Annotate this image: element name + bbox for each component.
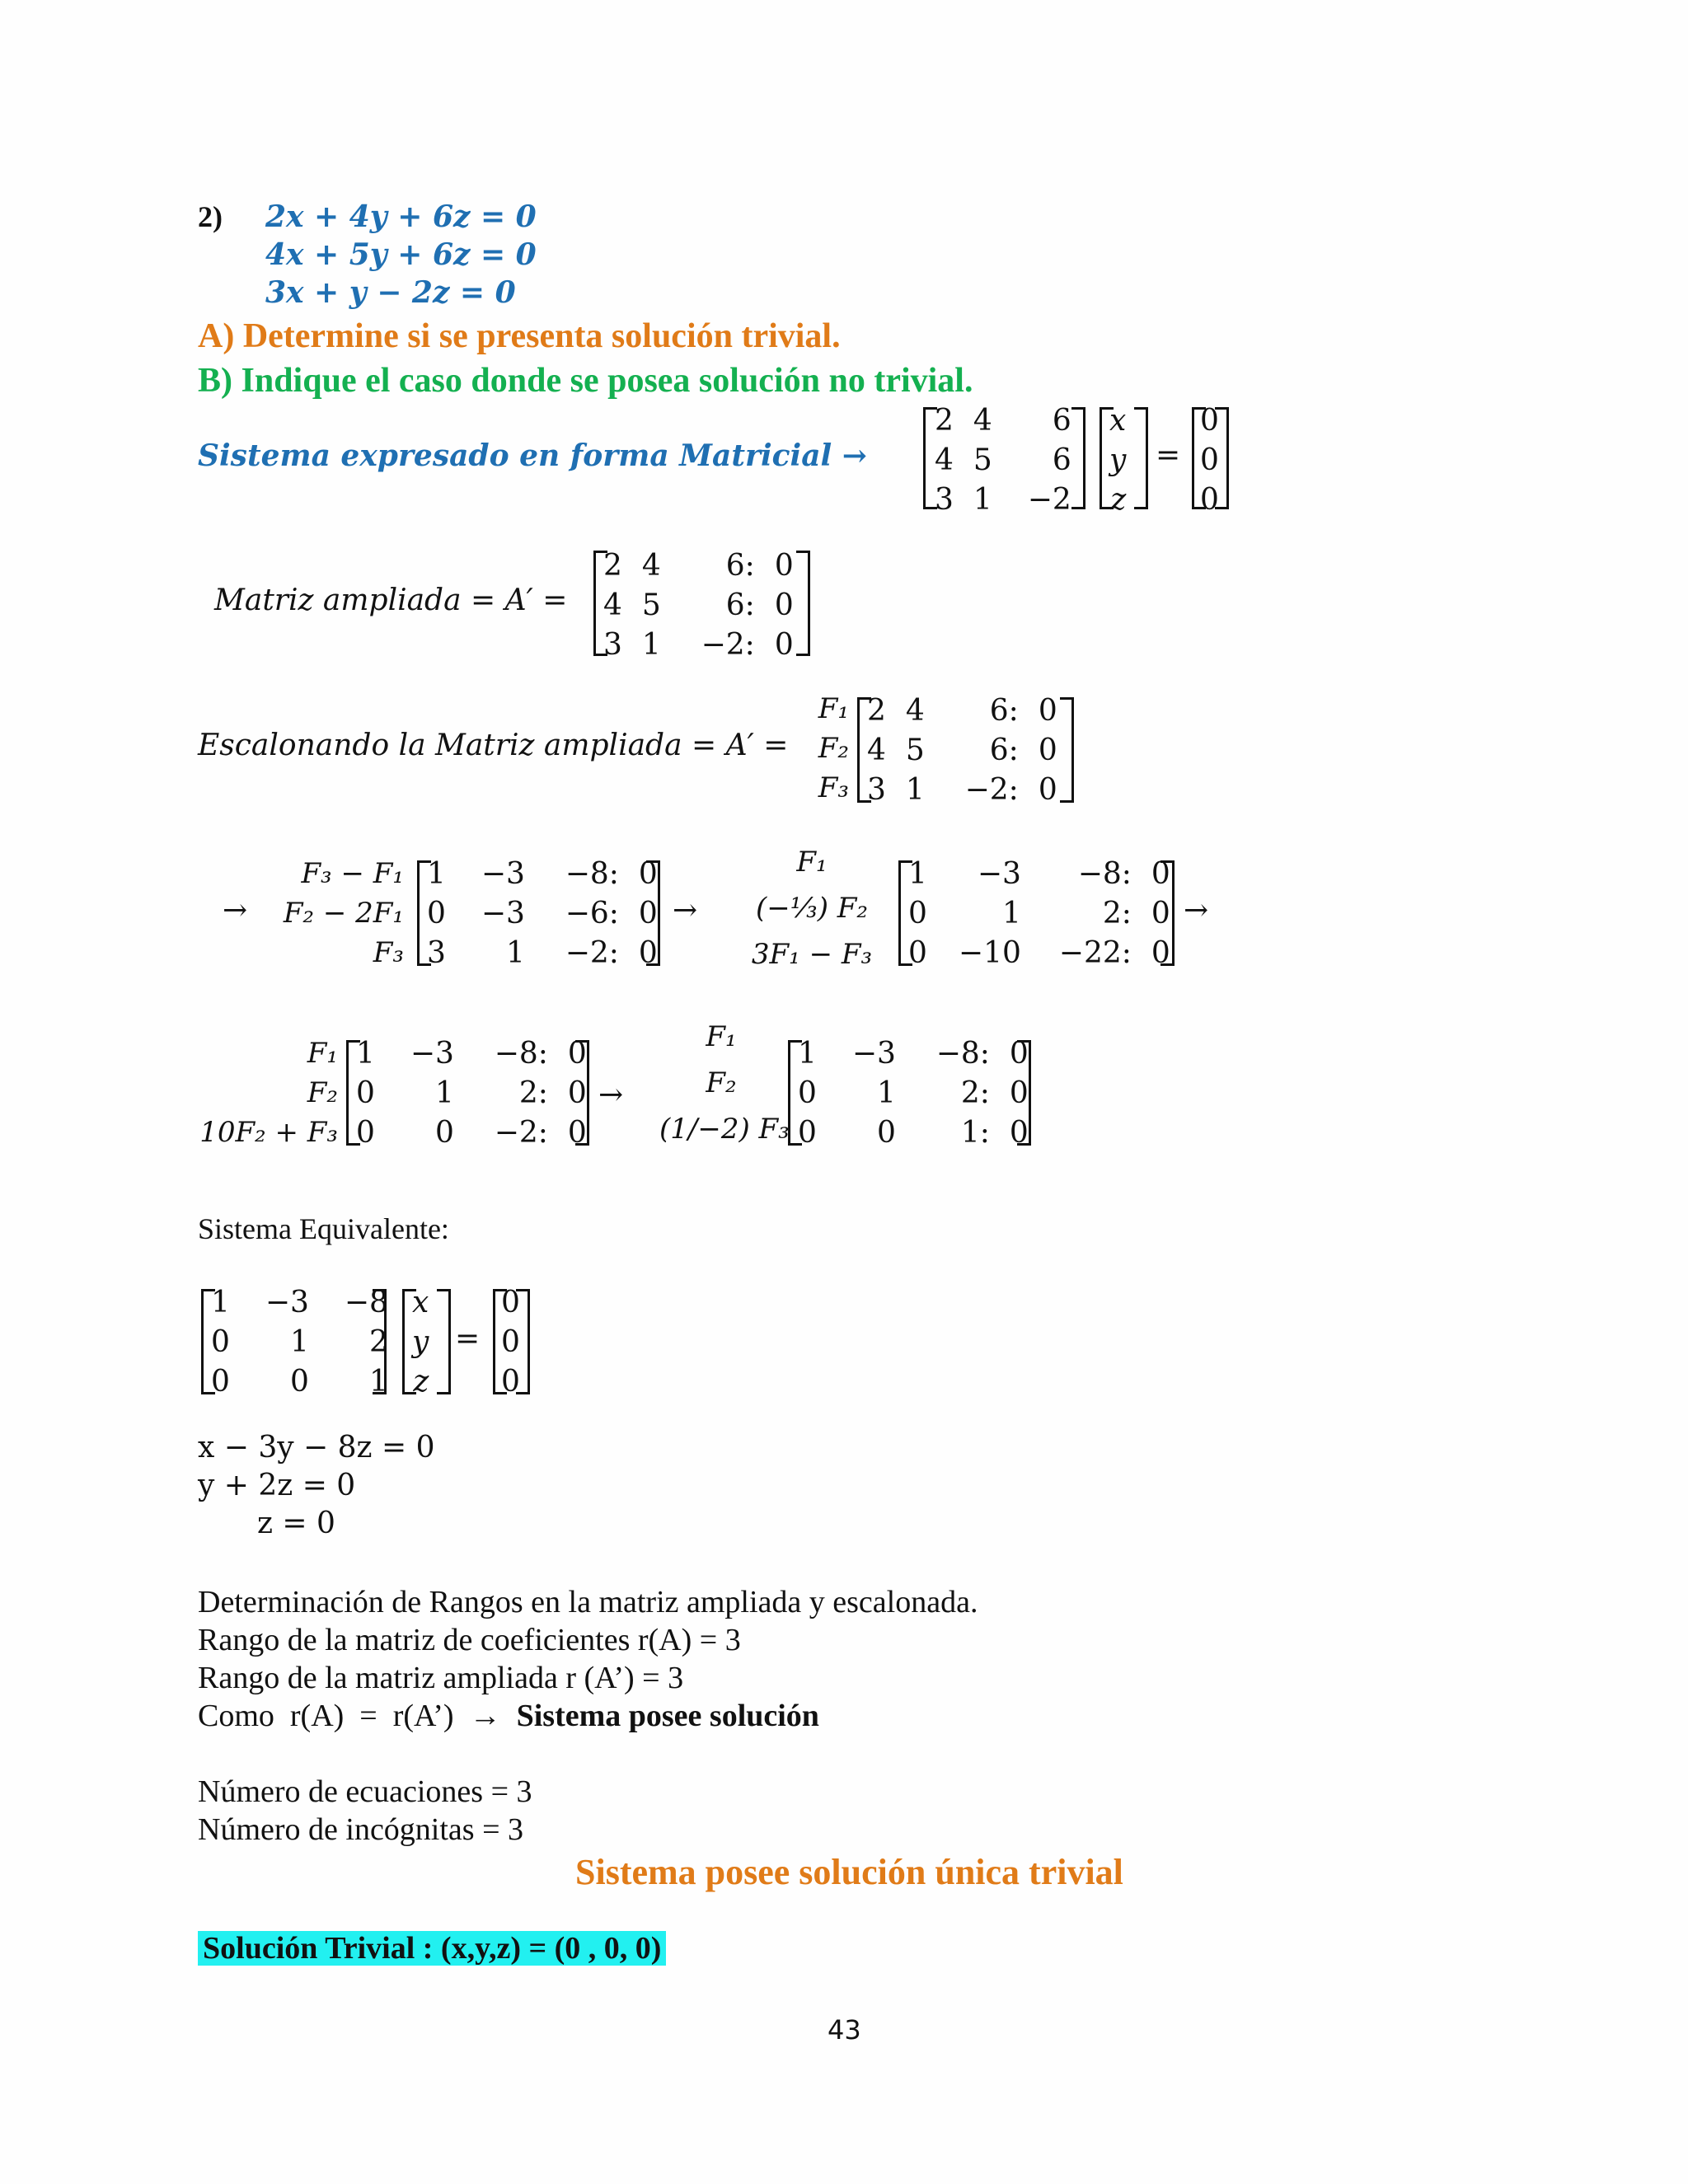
arrow: → xyxy=(673,893,698,927)
cell: 0 xyxy=(501,1364,520,1399)
step1-matrix xyxy=(857,691,1067,809)
cell: 6: xyxy=(725,548,755,583)
ranks-line-4-prefix: Como r(A) = r(A’) → xyxy=(198,1699,517,1733)
cell: 0 xyxy=(1200,482,1219,517)
cell: 0 xyxy=(774,588,794,622)
equivalent-coef-matrix xyxy=(201,1282,398,1401)
equivalent-eq-1: x − 3y − 8z = 0 xyxy=(198,1431,435,1465)
cell: z xyxy=(413,1364,429,1399)
cell: 0 xyxy=(638,856,658,891)
cell: 4 xyxy=(867,733,886,767)
arrow: → xyxy=(1184,893,1209,927)
cell: 0 xyxy=(567,1115,587,1150)
cell: 1 xyxy=(877,1076,896,1110)
cell: 0 xyxy=(427,896,446,930)
cell: −8: xyxy=(935,1036,990,1071)
step1-bracket-right xyxy=(1060,697,1074,803)
cell: −3 xyxy=(851,1036,896,1071)
cell: −10 xyxy=(958,935,1021,970)
cell: −3 xyxy=(481,856,525,891)
step5-bracket-right xyxy=(1017,1040,1031,1146)
cell: 0 xyxy=(290,1364,309,1399)
equation-2: 4x + 5y + 6z = 0 xyxy=(265,237,537,272)
ranks-line-3: Rango de la matriz ampliada r (A’) = 3 xyxy=(198,1661,684,1695)
question-b: B) Indique el caso donde se posea solución no trivial. xyxy=(198,362,973,400)
cell: 0 xyxy=(356,1076,375,1110)
cell: 6: xyxy=(989,693,1019,728)
rhs-bracket-right xyxy=(1215,407,1229,509)
cell: 1 xyxy=(1002,896,1021,930)
cell: −2: xyxy=(565,935,619,970)
step5-matrix xyxy=(788,1033,1039,1152)
cell: 0 xyxy=(1200,443,1219,477)
aug-bracket-right xyxy=(796,551,810,656)
op: F₃ xyxy=(373,936,404,969)
op: 10F₂ + F₃ xyxy=(199,1116,338,1149)
cell: 2 xyxy=(935,403,954,438)
cell: 3 xyxy=(603,627,622,662)
cell: −3 xyxy=(410,1036,454,1071)
cell: 3 xyxy=(935,482,954,517)
op: 3F₁ − F₃ xyxy=(751,938,873,971)
cell: 0 xyxy=(1009,1076,1029,1110)
op: F₁ xyxy=(796,846,828,879)
cell: 0 xyxy=(501,1285,520,1319)
ranks-line-1: Determinación de Rangos en la matriz ampliada y escalonada. xyxy=(198,1585,978,1619)
cell: 4 xyxy=(603,588,622,622)
cell: 1 xyxy=(641,627,661,662)
step3-matrix xyxy=(898,854,1180,972)
cell: z xyxy=(1110,482,1127,517)
op: F₃ xyxy=(818,771,849,804)
op: F₂ xyxy=(706,1066,737,1099)
equivalent-eq-2: y + 2z = 0 xyxy=(198,1469,356,1502)
cell: −3 xyxy=(977,856,1021,891)
cell: 4 xyxy=(935,443,954,477)
cell: 0 xyxy=(567,1036,587,1071)
equals-sign: = xyxy=(455,1322,481,1356)
cell: 0 xyxy=(638,896,658,930)
op: F₂ − 2F₁ xyxy=(283,897,404,930)
count-unknowns: Número de incógnitas = 3 xyxy=(198,1812,524,1847)
eq-coef-bracket-right xyxy=(373,1289,387,1394)
cell: 0 xyxy=(1038,693,1057,728)
cell: 0 xyxy=(877,1115,896,1150)
cell: 1 xyxy=(369,1364,388,1399)
question-a: A) Determine si se presenta solución trivial. xyxy=(198,317,841,355)
cell: 0 xyxy=(211,1364,230,1399)
cell: 0 xyxy=(908,935,927,970)
op: F₁ xyxy=(706,1020,737,1053)
equivalent-vars-vector xyxy=(402,1282,438,1401)
cell: 1 xyxy=(973,482,992,517)
cell: 2 xyxy=(867,693,886,728)
op: F₂ xyxy=(818,732,849,765)
conclusion: Sistema posee solución única trivial xyxy=(575,1852,1123,1892)
cell: 5 xyxy=(905,733,925,767)
step4-ops xyxy=(190,1033,338,1152)
cell: 1 xyxy=(506,935,525,970)
cell: y xyxy=(1109,443,1127,477)
op: F₃ − F₁ xyxy=(301,857,404,890)
cell: 2 xyxy=(603,548,622,583)
step5-ops xyxy=(659,1014,790,1152)
cell: 0 xyxy=(638,935,658,970)
cell: 0 xyxy=(1200,403,1219,438)
op: F₁ xyxy=(307,1037,338,1070)
op: (−⅓) F₂ xyxy=(756,892,868,925)
coef-matrix xyxy=(925,401,1081,519)
ranks-line-4 xyxy=(198,1698,819,1734)
cell: 0 xyxy=(1009,1036,1029,1071)
step2-matrix xyxy=(417,854,668,972)
cell: 5 xyxy=(973,443,992,477)
cell: 6: xyxy=(725,588,755,622)
cell: 6: xyxy=(989,733,1019,767)
cell: 0 xyxy=(1009,1115,1029,1150)
cell: 0 xyxy=(211,1324,230,1359)
count-equations: Número de ecuaciones = 3 xyxy=(198,1774,532,1809)
cell: −2: xyxy=(701,627,755,662)
ranks-line-2: Rango de la matriz de coeficientes r(A) = 3 xyxy=(198,1623,741,1657)
equivalent-label: Sistema Equivalente: xyxy=(198,1212,449,1245)
cell: 2: xyxy=(1102,896,1132,930)
equation-1: 2x + 4y + 6z = 0 xyxy=(265,199,537,234)
cell: 0 xyxy=(798,1115,817,1150)
cell: 0 xyxy=(1151,856,1170,891)
cell: 2: xyxy=(960,1076,990,1110)
cell: −2: xyxy=(964,772,1019,807)
cell: −2: xyxy=(494,1115,548,1150)
cell: 1 xyxy=(798,1036,817,1071)
cell: −8: xyxy=(1077,856,1132,891)
cell: 4 xyxy=(905,693,925,728)
cell: x xyxy=(1109,403,1127,438)
step1-label: Escalonando la Matriz ampliada = A′ = xyxy=(198,729,789,762)
cell: 1 xyxy=(908,856,927,891)
solution-text: Solución Trivial : (x,y,z) = (0 , 0, 0) xyxy=(198,1931,666,1966)
cell: 1 xyxy=(905,772,925,807)
page-number: 43 xyxy=(828,2014,861,2046)
cell: 0 xyxy=(1151,896,1170,930)
equivalent-eq-3: z = 0 xyxy=(257,1507,335,1540)
step4-bracket-right xyxy=(575,1040,589,1146)
vars-bracket-right xyxy=(1134,407,1148,509)
eq-rhs-bracket-right xyxy=(516,1289,530,1394)
cell: x xyxy=(412,1285,429,1319)
cell: 1 xyxy=(356,1036,375,1071)
cell: 6 xyxy=(1052,403,1071,438)
cell: 1 xyxy=(427,856,446,891)
arrow: → xyxy=(223,893,248,927)
cell: 0 xyxy=(567,1076,587,1110)
eq-vars-bracket-right xyxy=(437,1289,451,1394)
step3-ops xyxy=(750,839,874,977)
cell: 0 xyxy=(1038,772,1057,807)
solution-box xyxy=(198,1930,666,1966)
cell: −22: xyxy=(1058,935,1132,970)
cell: −6: xyxy=(565,896,619,930)
op: F₁ xyxy=(818,692,849,725)
cell: 1 xyxy=(435,1076,454,1110)
augmented-matrix xyxy=(593,546,804,664)
step2-ops xyxy=(272,854,404,972)
cell: 3 xyxy=(427,935,446,970)
cell: 4 xyxy=(641,548,661,583)
cell: 0 xyxy=(1038,733,1057,767)
cell: 0 xyxy=(356,1115,375,1150)
cell: 2: xyxy=(518,1076,548,1110)
op: F₂ xyxy=(307,1076,338,1109)
cell: 0 xyxy=(774,627,794,662)
cell: 2 xyxy=(369,1324,388,1359)
cell: 0 xyxy=(435,1115,454,1150)
matrix-form-label: Sistema expresado en forma Matricial → xyxy=(198,438,867,473)
equation-3: 3x + y − 2z = 0 xyxy=(265,275,516,310)
cell: 1 xyxy=(211,1285,230,1319)
cell: 0 xyxy=(774,548,794,583)
cell: 3 xyxy=(867,772,886,807)
cell: −8 xyxy=(344,1285,388,1319)
equals-sign: = xyxy=(1156,438,1181,472)
cell: 0 xyxy=(908,896,927,930)
op: (1/−2) F₃ xyxy=(659,1113,790,1146)
step2-bracket-right xyxy=(646,860,660,966)
vars-vector xyxy=(1100,401,1136,519)
cell: y xyxy=(412,1324,429,1359)
cell: −3 xyxy=(265,1285,309,1319)
cell: 0 xyxy=(1151,935,1170,970)
cell: 0 xyxy=(798,1076,817,1110)
augmented-label: Matriz ampliada = A′ = xyxy=(214,583,568,617)
cell: 1: xyxy=(960,1115,990,1150)
cell: 0 xyxy=(501,1324,520,1359)
cell: 6 xyxy=(1052,443,1071,477)
step3-bracket-right xyxy=(1160,860,1175,966)
cell: 5 xyxy=(641,588,661,622)
cell: −3 xyxy=(481,896,525,930)
cell: 1 xyxy=(290,1324,309,1359)
problem-number: 2) xyxy=(198,200,223,233)
arrow: → xyxy=(598,1078,624,1112)
cell: −8: xyxy=(494,1036,548,1071)
cell: 4 xyxy=(973,403,992,438)
cell: −8: xyxy=(565,856,619,891)
step4-matrix xyxy=(346,1033,597,1152)
step1-ops xyxy=(816,689,849,808)
coef-bracket-right xyxy=(1071,407,1085,509)
cell: −2 xyxy=(1027,482,1071,517)
ranks-line-4-bold: Sistema posee solución xyxy=(516,1699,819,1733)
